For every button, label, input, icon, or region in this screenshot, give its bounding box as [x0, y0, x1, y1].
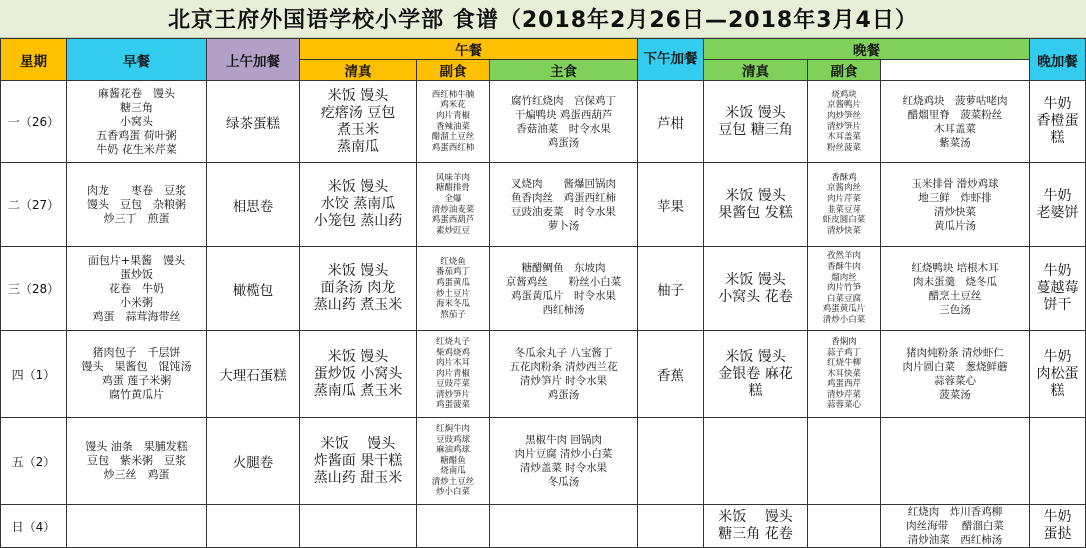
dinner-light-cell	[808, 331, 881, 418]
menu-line: 炒小白菜	[435, 487, 470, 498]
menu-line: 鸡蛋西葫芦	[431, 215, 475, 226]
menu-line: 红烧牛柳	[827, 358, 862, 369]
lunch-side-cell	[490, 247, 638, 331]
header-dinner-side: 副食	[808, 60, 881, 81]
menu-line: 红焖牛肉	[435, 423, 470, 434]
menu-line: 米饭 馒头	[320, 435, 396, 452]
menu-line: 糖醋鱼	[440, 455, 466, 466]
night-snack-cell	[1030, 247, 1086, 331]
morning-snack-cell: 相思卷	[207, 163, 300, 247]
menu-line: 鸡蛋黄瓜片	[822, 304, 866, 315]
menu-line: 白菜豆腐	[827, 293, 862, 304]
menu-line: 醋烹土豆丝	[928, 289, 982, 302]
breakfast-cell	[67, 247, 207, 331]
menu-line: 米饭 馒头	[725, 104, 786, 121]
menu-line: 鸡米花	[440, 100, 466, 111]
header-lunch-side: 副食	[417, 60, 490, 81]
menu-line: 小米粥	[120, 295, 153, 309]
menu-line: 小窝头	[120, 114, 153, 128]
menu-line: 菠菜汤	[939, 389, 971, 401]
menu-line: 蔓越莓	[1036, 280, 1079, 296]
menu-line: 素炒豇豆	[435, 225, 470, 236]
day-cell: 三（28）	[1, 247, 67, 331]
breakfast-cell	[67, 331, 207, 418]
menu-line: 香酥鸡	[831, 172, 857, 183]
menu-line: 猪肉炖粉条 清炒虾仁	[906, 347, 1004, 359]
menu-line: 鸡蛋 莲子米粥	[101, 374, 172, 387]
menu-line: 黑椒牛肉 回锅肉	[525, 434, 602, 446]
menu-line: 香橙蛋	[1036, 113, 1079, 129]
menu-line: 醋熘里脊 菠菜粉丝	[907, 108, 1003, 121]
menu-line: 肉片圆白菜 葱烧鲜蘑	[902, 361, 1008, 373]
menu-line: 清炒笋片	[827, 121, 862, 132]
menu-line: 黄瓜片汤	[934, 219, 977, 232]
lunch-light-cell	[417, 418, 490, 505]
menu-line: 果酱包 发糕	[718, 204, 793, 221]
menu-line: 水饺 蒸南瓜	[320, 196, 396, 212]
menu-line: 肉片芹菜	[827, 193, 862, 204]
menu-line: 鸡蛋黄瓜	[435, 277, 470, 288]
menu-line: 豆豉油麦菜 时令水果	[511, 205, 616, 218]
morning-snack-cell: 橄榄包	[207, 247, 300, 331]
menu-line: 鱼香肉丝 鸡蛋西红柿	[511, 191, 616, 204]
menu-line: 孜然羊肉	[827, 251, 862, 262]
night-snack-cell	[1030, 418, 1086, 505]
menu-row	[1, 81, 1086, 163]
menu-line: 糖醋鲷鱼 东坡肉	[521, 261, 606, 274]
menu-line: 清炒快菜	[827, 225, 862, 236]
dinner-light-cell	[808, 505, 881, 548]
menu-line: 肉片青椒	[435, 110, 470, 121]
menu-line: 清炒土豆丝	[431, 476, 475, 487]
menu-line: 鸡蛋汤	[547, 389, 580, 401]
menu-line: 粉丝菠菜	[827, 142, 862, 153]
menu-line: 米饭 馒头	[725, 187, 786, 204]
breakfast-cell	[67, 163, 207, 247]
menu-line: 炒三丝 鸡蛋	[103, 468, 170, 481]
lunch-side-cell	[490, 505, 638, 548]
lunch-side-cell	[490, 331, 638, 418]
menu-line: 米饭 馒头	[718, 509, 793, 525]
header-morning-snack: 上午加餐	[207, 39, 300, 81]
menu-line: 红烧鸭块 培根木耳	[911, 261, 999, 274]
morning-snack-cell: 绿茶蛋糕	[207, 81, 300, 163]
menu-line: 馒头 豆包 杂粮粥	[87, 197, 186, 211]
night-snack-cell	[1030, 163, 1086, 247]
menu-line: 饼干	[1043, 297, 1072, 313]
menu-line: 豆包 紫米粥 豆浆	[87, 454, 186, 467]
menu-line: 西红柿牛腩	[431, 89, 475, 100]
menu-line: 米饭 馒头	[327, 263, 389, 279]
menu-line: 烧鸡块	[831, 89, 857, 100]
day-cell: 一（26）	[1, 81, 67, 163]
header-dinner: 晚餐	[704, 39, 1030, 60]
menu-line: 香焖肉	[831, 336, 857, 347]
menu-line: 米饭 馒头	[327, 348, 389, 365]
menu-line: 馒头 果酱包 馄饨汤	[81, 360, 192, 373]
menu-line: 馒头 油条 果脯发糕	[85, 440, 188, 453]
menu-line: 鸡蛋 蒜茸海带丝	[92, 309, 181, 323]
header-lunch-light: 清真	[300, 60, 417, 81]
menu-line: 牛奶	[1043, 263, 1072, 279]
menu-line: 面条汤 肉龙	[320, 280, 396, 296]
menu-line: 牛奶	[1043, 509, 1072, 525]
menu-row	[1, 247, 1086, 331]
afternoon-snack-cell: 香蕉	[638, 331, 704, 418]
header-dinner-staple: 主食	[490, 60, 638, 81]
menu-line: 腐竹黄瓜片	[109, 388, 164, 401]
menu-line: 干煸鸭块 鸡蛋西葫芦	[514, 108, 613, 121]
lunch-staple-cell	[300, 418, 417, 505]
menu-table	[0, 38, 1086, 548]
menu-line: 紫菜汤	[939, 136, 971, 149]
menu-line: 熘肉丝	[831, 272, 857, 283]
menu-line: 糖三角 花卷	[718, 526, 793, 542]
dinner-side-cell	[881, 163, 1030, 247]
menu-line: 牛奶 花生米芹菜	[96, 142, 177, 156]
afternoon-snack-cell	[638, 505, 704, 548]
menu-line: 蛋炒饭 小窝头	[313, 365, 403, 382]
menu-line: 糕	[1050, 130, 1065, 146]
lunch-light-cell	[417, 163, 490, 247]
menu-line: 小笼包 蒸山药	[313, 213, 403, 229]
menu-line: 熬茄子	[440, 309, 466, 320]
menu-line: 花卷 牛奶	[109, 281, 164, 295]
breakfast-cell	[67, 81, 207, 163]
menu-line: 风味羊肉	[435, 172, 470, 183]
menu-line: 煮玉米	[337, 121, 379, 138]
menu-line: 蛋炒饭	[120, 267, 153, 281]
menu-line: 鸡蛋菠菜	[435, 400, 470, 411]
menu-line: 香菇油菜 时令水果	[516, 122, 611, 135]
menu-line: 米饭 馒头	[725, 348, 786, 365]
breakfast-cell	[67, 418, 207, 505]
lunch-side-cell	[490, 418, 638, 505]
menu-line: 牛奶	[1043, 187, 1072, 204]
menu-row	[1, 418, 1086, 505]
morning-snack-cell: 火腿卷	[207, 418, 300, 505]
menu-line: 腐竹红烧肉 宫保鸡丁	[511, 94, 616, 107]
menu-line: 牛奶	[1043, 348, 1072, 365]
lunch-light-cell	[417, 247, 490, 331]
dinner-light-cell	[808, 81, 881, 163]
menu-line: 炒三丁 煎蛋	[103, 211, 170, 225]
menu-line: 肉松蛋	[1036, 365, 1079, 382]
lunch-light-cell	[417, 505, 490, 548]
menu-line: 肉末蛋羹 烧冬瓜	[913, 275, 998, 288]
day-cell: 日（4）	[1, 505, 67, 548]
menu-line: 鸡蛋西红柿	[431, 142, 475, 153]
menu-line: 韭菜豆芽	[827, 204, 862, 215]
menu-line: 蒸南瓜	[337, 138, 379, 155]
lunch-light-cell	[417, 81, 490, 163]
menu-line: 蒜子鸡丁	[827, 347, 862, 358]
menu-line: 烧南瓜	[440, 466, 466, 477]
menu-line: 面包片+果酱 馒头	[87, 253, 186, 267]
menu-line: 鸡蛋黄瓜片 时令水果	[511, 289, 616, 302]
menu-line: 木耳盖菜	[827, 132, 862, 143]
menu-line: 米饭 馒头	[327, 87, 389, 104]
header-lunch: 午餐	[300, 39, 638, 60]
menu-line: 叉烧肉 酱爆回锅肉	[511, 177, 616, 190]
lunch-staple-cell	[300, 163, 417, 247]
menu-line: 金银卷 麻花	[718, 365, 793, 382]
menu-line: 海米冬瓜	[435, 299, 470, 310]
menu-line: 香酥牛肉	[827, 262, 862, 273]
menu-line: 豆豉芹菜	[435, 379, 470, 390]
morning-snack-cell: 大理石蛋糕	[207, 331, 300, 418]
breakfast-cell	[67, 505, 207, 548]
menu-line: 清炒笋片 时令水果	[519, 375, 608, 387]
menu-line: 米饭 馒头	[327, 179, 389, 195]
menu-line: 三色汤	[939, 303, 971, 316]
menu-line: 柴鸡烧鸡	[435, 347, 470, 358]
menu-line: 炸酱面 果干糕	[313, 452, 403, 469]
menu-line: 麻油鸡球	[435, 445, 470, 456]
menu-line: 番茄鸡丁	[435, 267, 470, 278]
menu-line: 清炒油麦菜	[431, 204, 475, 215]
menu-line: 醋溜土豆丝	[431, 132, 475, 143]
dinner-side-cell	[881, 418, 1030, 505]
menu-line: 蒸山药 甜玉米	[313, 469, 403, 486]
dinner-staple-cell	[704, 81, 808, 163]
menu-line: 冬瓜汤	[547, 476, 580, 488]
menu-line: 糖醋排骨	[435, 183, 470, 194]
afternoon-snack-cell: 苹果	[638, 163, 704, 247]
morning-snack-cell	[207, 505, 300, 548]
menu-line: 肉炒笋丝	[827, 110, 862, 121]
header-afternoon-snack: 下午加餐	[638, 39, 704, 81]
menu-line: 五花肉粉条 清炒西兰花	[509, 361, 618, 373]
night-snack-cell	[1030, 331, 1086, 418]
menu-line: 全爆	[444, 193, 462, 204]
lunch-staple-cell	[300, 247, 417, 331]
dinner-light-cell	[808, 418, 881, 505]
menu-line: 炒土豆片	[435, 288, 470, 299]
menu-line: 玉米排骨 滑炒鸡球	[911, 177, 999, 190]
menu-line: 肉龙 枣卷 豆浆	[87, 183, 186, 197]
night-snack-cell	[1030, 505, 1086, 548]
header-breakfast: 早餐	[67, 39, 207, 81]
night-snack-cell	[1030, 81, 1086, 163]
dinner-staple-cell	[704, 505, 808, 548]
menu-line: 红烧肉 炸川香鸡柳	[907, 506, 1003, 518]
dinner-side-cell	[881, 331, 1030, 418]
menu-row	[1, 505, 1086, 548]
menu-line: 清炒盖菜 时令水果	[519, 462, 608, 474]
menu-line: 红烧鱼	[440, 256, 466, 267]
menu-line: 米饭 馒头	[725, 271, 786, 288]
menu-line: 京酱鸡丝 粉丝小白菜	[505, 275, 622, 288]
menu-line: 疙瘩汤 豆包	[320, 104, 396, 121]
menu-line: 鸡蛋汤	[547, 136, 580, 149]
lunch-staple-cell	[300, 331, 417, 418]
menu-line: 牛奶	[1043, 96, 1072, 112]
menu-line: 鸡蛋西芹	[827, 379, 862, 390]
menu-line: 肉片木耳	[435, 358, 470, 369]
dinner-side-cell	[881, 247, 1030, 331]
menu-line: 清炒小白菜	[822, 314, 866, 325]
menu-line: 红烧鸡块 菠萝咕咾肉	[902, 94, 1008, 107]
dinner-staple-cell	[704, 418, 808, 505]
menu-line: 老婆饼	[1036, 204, 1079, 221]
dinner-staple-cell	[704, 331, 808, 418]
header-row	[1, 39, 1086, 60]
menu-row	[1, 331, 1086, 418]
menu-line: 清炒油菜 西红柿汤	[907, 534, 1003, 546]
menu-row	[1, 163, 1086, 247]
menu-line: 蒸南瓜 煮玉米	[313, 382, 403, 399]
dinner-side-cell	[881, 505, 1030, 548]
lunch-staple-cell	[300, 81, 417, 163]
menu-line: 京酱肉丝	[827, 183, 862, 194]
dinner-light-cell	[808, 163, 881, 247]
dinner-staple-cell	[704, 163, 808, 247]
menu-line: 麻酱花卷 馒头	[98, 86, 175, 100]
lunch-staple-cell	[300, 505, 417, 548]
menu-line: 木耳盖菜	[934, 122, 977, 135]
menu-line: 木耳快菜	[827, 368, 862, 379]
menu-title: 北京王府外国语学校小学部 食谱（2018年2月26日—2018年3月4日）	[0, 0, 1086, 38]
menu-line: 豆豉鸡球	[435, 434, 470, 445]
header-night-snack: 晚加餐	[1030, 39, 1086, 81]
header-dinner-light: 清真	[704, 60, 808, 81]
menu-line: 清炒笋片	[435, 389, 470, 400]
menu-line: 蒜蓉菜心	[827, 400, 862, 411]
dinner-side-cell	[881, 81, 1030, 163]
afternoon-snack-cell: 芦柑	[638, 81, 704, 163]
menu-line: 蒸山药 煮玉米	[313, 297, 403, 313]
header-day: 星期	[1, 39, 67, 81]
menu-line: 京酱鸭片	[827, 100, 862, 111]
afternoon-snack-cell	[638, 418, 704, 505]
menu-line: 肉片青椒	[435, 368, 470, 379]
menu-line: 地三鲜 炸虾排	[918, 191, 992, 204]
menu-line: 豆包 糖三角	[718, 121, 793, 138]
menu-line: 猪肉包子 千层饼	[92, 346, 181, 359]
afternoon-snack-cell: 柚子	[638, 247, 704, 331]
menu-line: 糕	[1050, 382, 1065, 399]
day-cell: 二（27）	[1, 163, 67, 247]
menu-line: 红烧丸子	[435, 336, 470, 347]
lunch-side-cell	[490, 81, 638, 163]
dinner-staple-cell	[704, 247, 808, 331]
menu-line: 小窝头 花卷	[718, 288, 793, 305]
menu-line: 香辣油菜	[435, 121, 470, 132]
menu-line: 西红柿汤	[542, 303, 585, 316]
menu-line: 清炒快菜	[934, 205, 977, 218]
menu-line: 冬瓜氽丸子 八宝酱丁	[514, 347, 613, 359]
menu-line: 蛋挞	[1043, 526, 1072, 542]
menu-line: 糖三角	[120, 100, 153, 114]
menu-line: 五香鸡蛋 荷叶粥	[96, 128, 177, 142]
menu-line: 虾皮圆白菜	[822, 215, 866, 226]
dinner-light-cell	[808, 247, 881, 331]
menu-line: 萝卜汤	[547, 219, 580, 232]
day-cell: 五（2）	[1, 418, 67, 505]
lunch-side-cell	[490, 163, 638, 247]
menu-line: 肉丝海带 醋溜白菜	[906, 520, 1004, 532]
day-cell: 四（1）	[1, 331, 67, 418]
menu-line: 蒜蓉菜心	[934, 375, 977, 387]
menu-line: 清炒芹菜	[827, 389, 862, 400]
lunch-light-cell	[417, 331, 490, 418]
menu-line: 糕	[748, 382, 763, 399]
menu-line: 肉片豆腐 清炒小白菜	[514, 448, 613, 460]
menu-line: 肉片竹笋	[827, 283, 862, 294]
